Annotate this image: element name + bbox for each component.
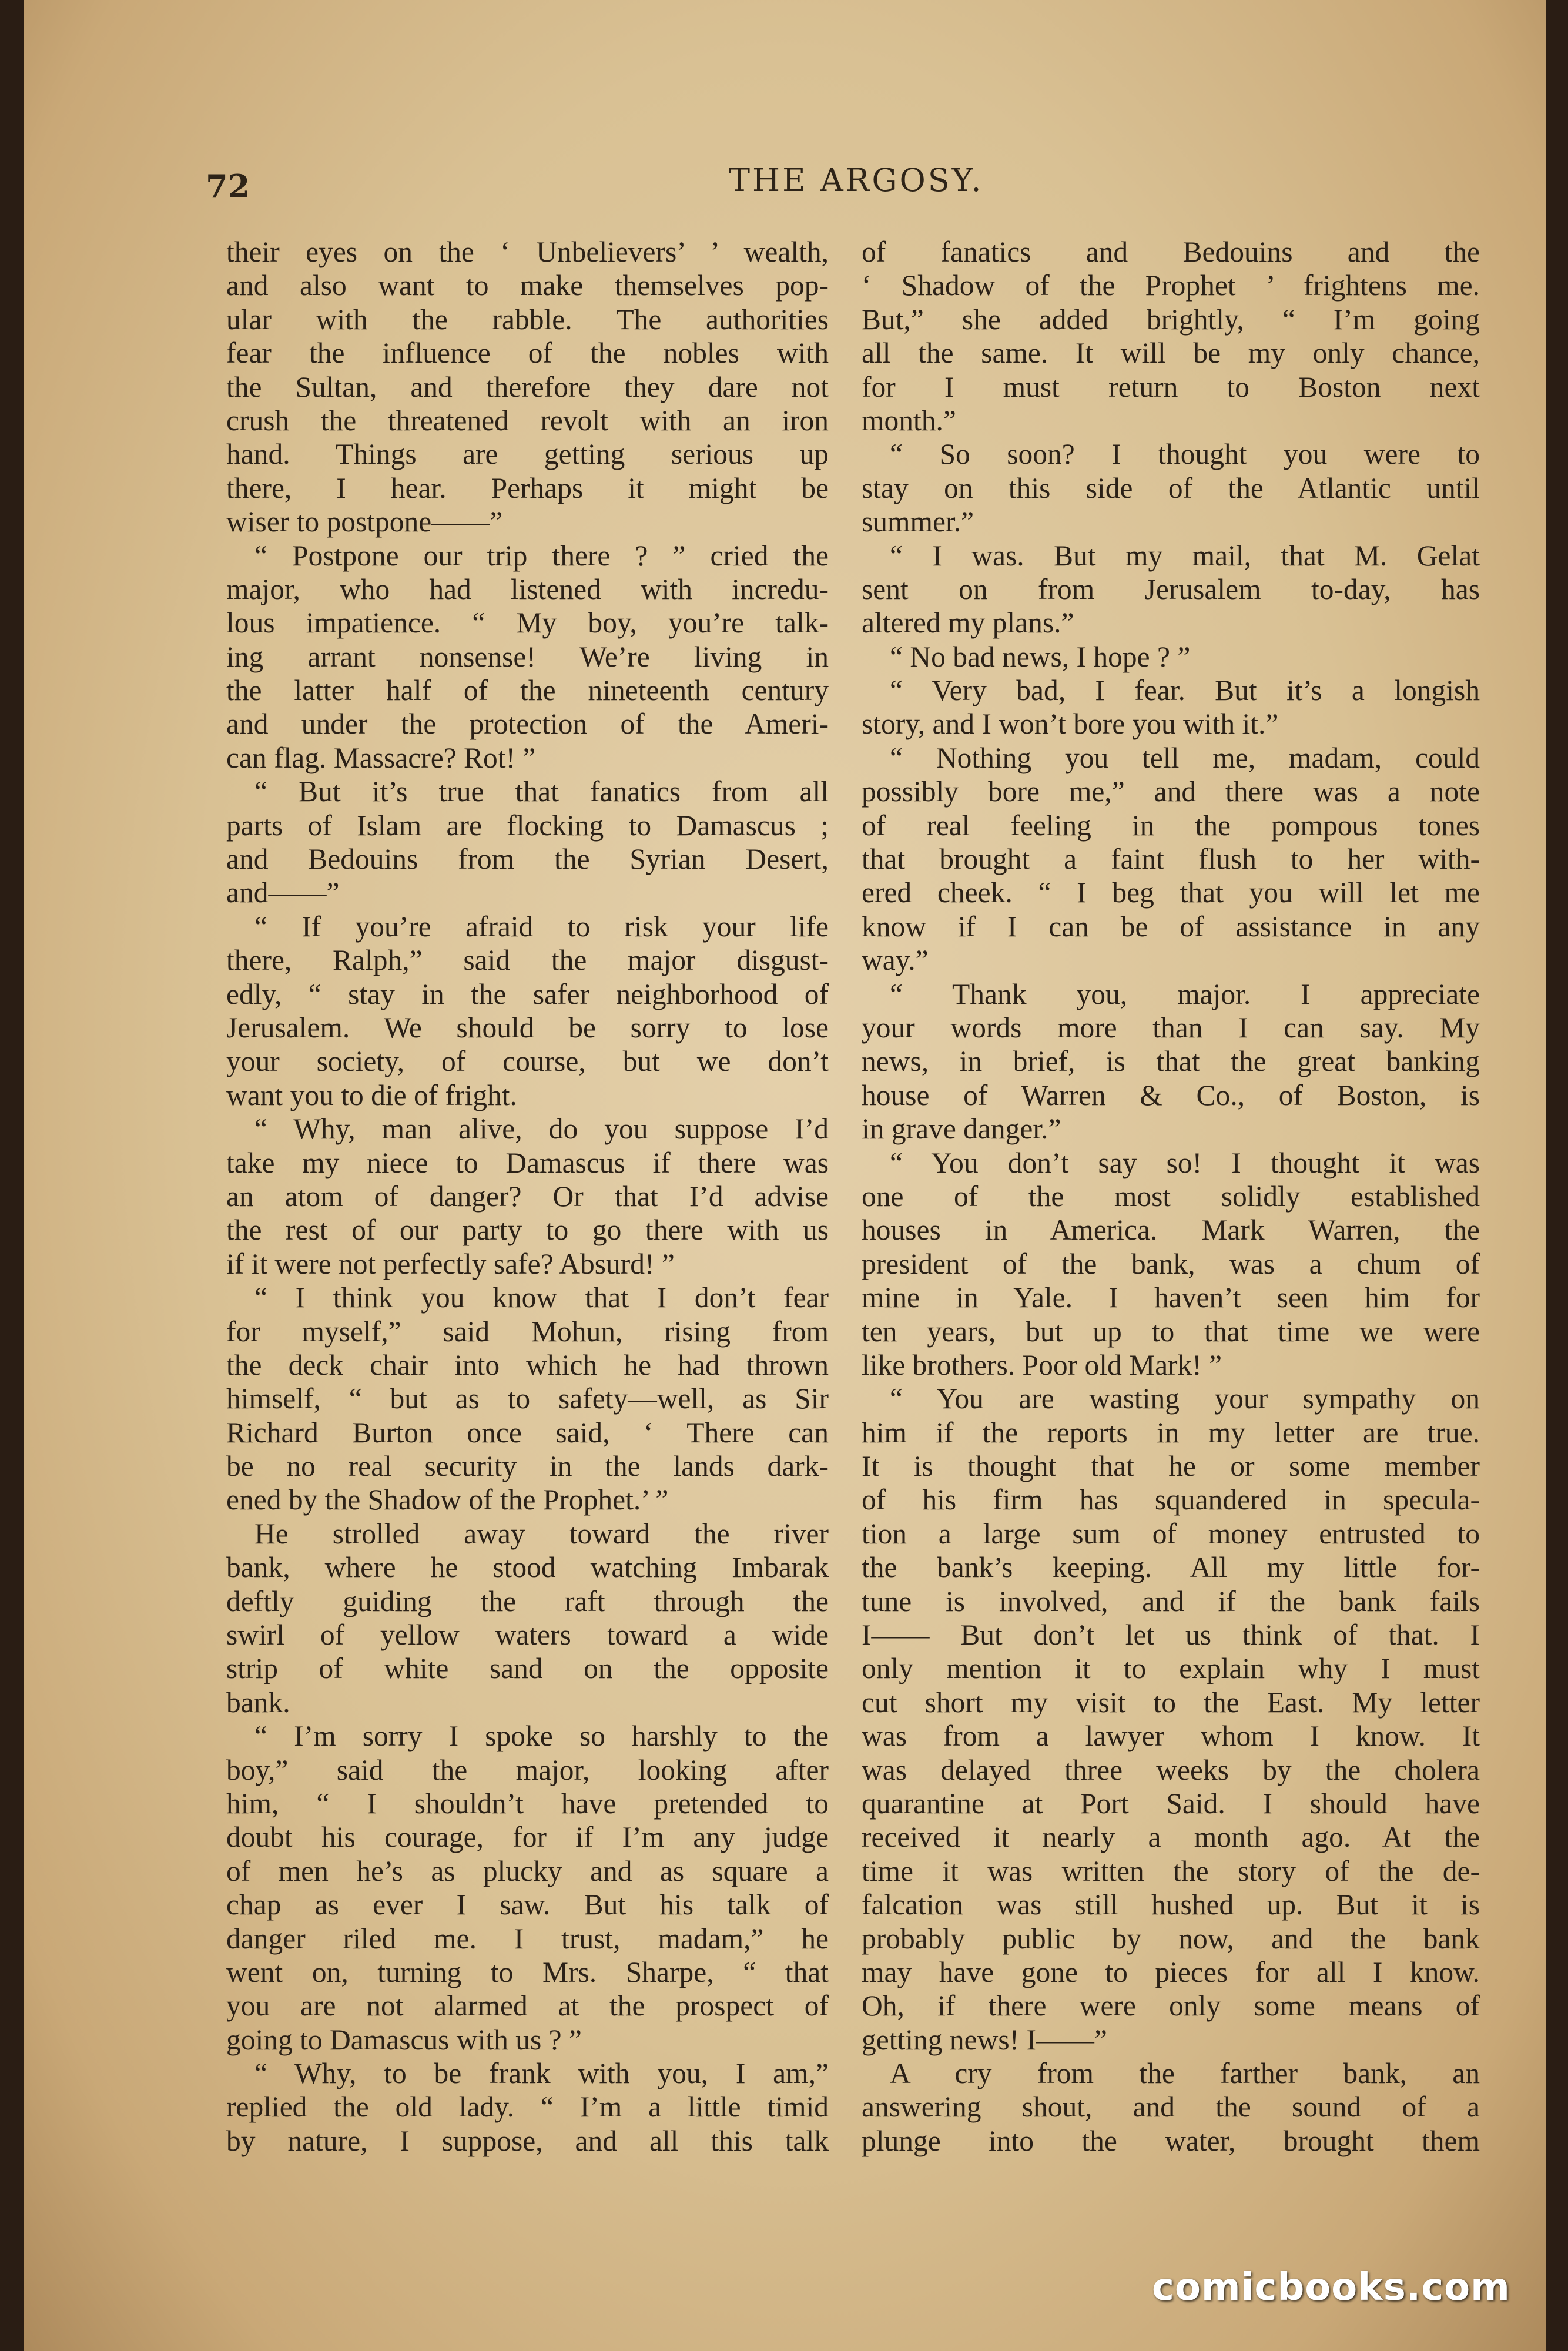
text-line: replied the old lady. “ I’m a little timid <box>226 2091 829 2124</box>
text-line: danger riled me. I trust, madam,” he <box>226 1922 829 1955</box>
text-line: lous impatience. “ My boy, you’re talk- <box>226 607 829 639</box>
text-line: the rest of our party to go there with us <box>226 1214 829 1247</box>
text-line: and——” <box>226 876 340 909</box>
text-line: him if the reports in my letter are true. <box>862 1416 1480 1449</box>
text-line: bank. <box>226 1686 290 1719</box>
text-line: story, and I won’t bore you with it.” <box>862 708 1279 741</box>
text-line: for myself,” said Mohun, rising from <box>226 1315 829 1348</box>
text-line: was from a lawyer whom I know. It <box>862 1720 1480 1753</box>
text-line: news, in brief, is that the great banking <box>862 1045 1480 1078</box>
text-line: “ Nothing you tell me, madam, could <box>890 741 1480 774</box>
text-line: “ Postpone our trip there ? ” cried the <box>254 539 829 572</box>
text-line: the bank’s keeping. All my little for- <box>862 1551 1480 1584</box>
text-line: But,” she added brightly, “ I’m going <box>862 303 1480 336</box>
text-line: possibly bore me,” and there was a note <box>862 775 1480 808</box>
text-line: It is thought that he or some member <box>862 1450 1480 1483</box>
left-text-column <box>226 235 829 2158</box>
text-line: stay on this side of the Atlantic until <box>862 471 1480 504</box>
text-line: boy,” said the major, looking after <box>226 1753 829 1786</box>
text-line: know if I can be of assistance in any <box>862 910 1480 943</box>
text-line: “ Thank you, major. I appreciate <box>890 977 1480 1010</box>
text-line: falcation was still hushed up. But it is <box>862 1888 1480 1921</box>
text-line: “ I think you know that I don’t fear <box>254 1281 829 1314</box>
text-line: and under the protection of the Ameri- <box>226 708 829 741</box>
text-line: ing arrant nonsense! We’re living in <box>226 640 829 673</box>
text-line: quarantine at Port Said. I should have <box>862 1787 1480 1820</box>
text-line: of fanatics and Bedouins and the <box>862 236 1480 268</box>
text-line: probably public by now, and the bank <box>862 1922 1480 1955</box>
text-line: went on, turning to Mrs. Sharpe, “ that <box>226 1955 829 1988</box>
text-line: your words more than I can say. My <box>862 1011 1480 1044</box>
text-line: was delayed three weeks by the cholera <box>862 1753 1480 1786</box>
text-line: there, I hear. Perhaps it might be <box>226 471 829 504</box>
text-line: president of the bank, was a chum of <box>862 1247 1480 1280</box>
text-line: your society, of course, but we don’t <box>226 1045 829 1078</box>
text-line: be no real security in the lands dark- <box>226 1450 829 1483</box>
text-line: deftly guiding the raft through the <box>226 1585 829 1617</box>
text-line: the Sultan, and therefore they dare not <box>226 370 829 403</box>
text-line: house of Warren & Co., of Boston, is <box>862 1079 1480 1111</box>
text-line: only mention it to explain why I must <box>862 1652 1480 1685</box>
text-line: “ So soon? I thought you were to <box>890 438 1480 471</box>
text-line: that brought a faint flush to her with- <box>862 843 1480 876</box>
text-line: “ But it’s true that fanatics from all <box>254 775 829 808</box>
text-line: of men he’s as plucky and as square a <box>226 1854 829 1887</box>
text-line: Richard Burton once said, ‘ There can <box>226 1416 829 1449</box>
text-line: mine in Yale. I haven’t seen him for <box>862 1281 1480 1314</box>
text-line: and also want to make themselves pop- <box>226 269 829 302</box>
text-line: Oh, if there were only some means of <box>862 1990 1480 2022</box>
text-line: crush the threatened revolt with an iron <box>226 404 829 437</box>
page-number: 72 <box>206 168 250 205</box>
text-line: “ Why, man alive, do you suppose I’d <box>254 1113 829 1146</box>
text-line: himself, “ but as to safety—well, as Sir <box>226 1382 829 1415</box>
text-line: sent on from Jerusalem to-day, has <box>862 572 1480 605</box>
text-line: you are not alarmed at the prospect of <box>226 1990 829 2022</box>
text-line: “ You don’t say so! I thought it was <box>890 1146 1480 1179</box>
text-line: answering shout, and the sound of a <box>862 2091 1480 2124</box>
text-line: “ You are wasting your sympathy on <box>890 1382 1480 1415</box>
text-line: in grave danger.” <box>862 1113 1061 1146</box>
text-line: way.” <box>862 944 929 977</box>
text-line: “ If you’re afraid to risk your life <box>254 910 829 943</box>
text-line: for I must return to Boston next <box>862 370 1480 403</box>
text-line: an atom of danger? Or that I’d advise <box>226 1180 829 1213</box>
text-line: A cry from the farther bank, an <box>890 2057 1480 2090</box>
text-line: and Bedouins from the Syrian Desert, <box>226 843 829 876</box>
text-line: like brothers. Poor old Mark! ” <box>862 1348 1222 1381</box>
text-line: strip of white sand on the opposite <box>226 1652 829 1685</box>
text-line: edly, “ stay in the safer neighborhood of <box>226 977 829 1010</box>
text-line: their eyes on the ‘ Unbelievers’ ’ wealth, <box>226 236 829 268</box>
text-line: ened by the Shadow of the Prophet.’ ” <box>226 1483 669 1516</box>
text-line: of real feeling in the pompous tones <box>862 809 1480 842</box>
text-line: going to Damascus with us ? ” <box>226 2023 582 2056</box>
text-line: ered cheek. “ I beg that you will let me <box>862 876 1480 909</box>
text-line: there, Ralph,” said the major disgust- <box>226 944 829 977</box>
text-line: can flag. Massacre? Rot! ” <box>226 741 536 774</box>
text-line: altered my plans.” <box>862 607 1074 639</box>
text-line: “ I’m sorry I spoke so harshly to the <box>254 1720 829 1753</box>
text-line: of his firm has squandered in specula- <box>862 1483 1480 1516</box>
text-line: Jerusalem. We should be sorry to lose <box>226 1011 829 1044</box>
text-line: houses in America. Mark Warren, the <box>862 1214 1480 1247</box>
right-text-column <box>862 235 1480 2158</box>
text-line: one of the most solidly established <box>862 1180 1480 1213</box>
text-line: month.” <box>862 404 956 437</box>
text-line: He strolled away toward the river <box>254 1517 829 1550</box>
text-line: may have gone to pieces for all I know. <box>862 1955 1480 1988</box>
text-line: fear the influence of the nobles with <box>226 337 829 370</box>
text-line: received it nearly a month ago. At the <box>862 1821 1480 1854</box>
text-line: hand. Things are getting serious up <box>226 438 829 471</box>
text-line: the latter half of the nineteenth century <box>226 674 829 707</box>
text-line: I—— But don’t let us think of that. I <box>862 1619 1480 1652</box>
text-line: “ No bad news, I hope ? ” <box>890 640 1191 673</box>
text-line: doubt his courage, for if I’m any judge <box>226 1821 829 1854</box>
text-line: chap as ever I saw. But his talk of <box>226 1888 829 1921</box>
text-line: getting news! I——” <box>862 2023 1107 2056</box>
text-line: summer.” <box>862 505 974 538</box>
text-line: want you to die of fright. <box>226 1079 517 1111</box>
text-line: take my niece to Damascus if there was <box>226 1146 829 1179</box>
text-line: if it were not perfectly safe? Absurd! ” <box>226 1247 675 1280</box>
text-line: tune is involved, and if the bank fails <box>862 1585 1480 1617</box>
text-line: tion a large sum of money entrusted to <box>862 1517 1480 1550</box>
text-line: ‘ Shadow of the Prophet ’ frightens me. <box>862 269 1480 302</box>
text-line: all the same. It will be my only chance, <box>862 337 1480 370</box>
text-line: bank, where he stood watching Imbarak <box>226 1551 829 1584</box>
text-line: by nature, I suppose, and all this talk <box>226 2124 829 2157</box>
text-line: swirl of yellow waters toward a wide <box>226 1619 829 1652</box>
text-line: the deck chair into which he had thrown <box>226 1348 829 1381</box>
text-line: ten years, but up to that time we were <box>862 1315 1480 1348</box>
running-title: THE ARGOSY. <box>729 162 984 199</box>
text-line: him, “ I shouldn’t have pretended to <box>226 1787 829 1820</box>
text-line: “ I was. But my mail, that M. Gelat <box>890 539 1480 572</box>
text-line: ular with the rabble. The authorities <box>226 303 829 336</box>
magazine-page <box>24 0 1546 2351</box>
text-line: wiser to postpone——” <box>226 505 503 538</box>
text-line: major, who had listened with incredu- <box>226 572 829 605</box>
text-line: plunge into the water, brought them <box>862 2124 1480 2157</box>
text-line: “ Very bad, I fear. But it’s a longish <box>890 674 1480 707</box>
text-line: time it was written the story of the de- <box>862 1854 1480 1887</box>
text-line: parts of Islam are flocking to Damascus ; <box>226 809 829 842</box>
text-line: “ Why, to be frank with you, I am,” <box>254 2057 829 2090</box>
text-line: cut short my visit to the East. My letter <box>862 1686 1480 1719</box>
site-watermark: comicbooks.com <box>1152 2266 1510 2309</box>
